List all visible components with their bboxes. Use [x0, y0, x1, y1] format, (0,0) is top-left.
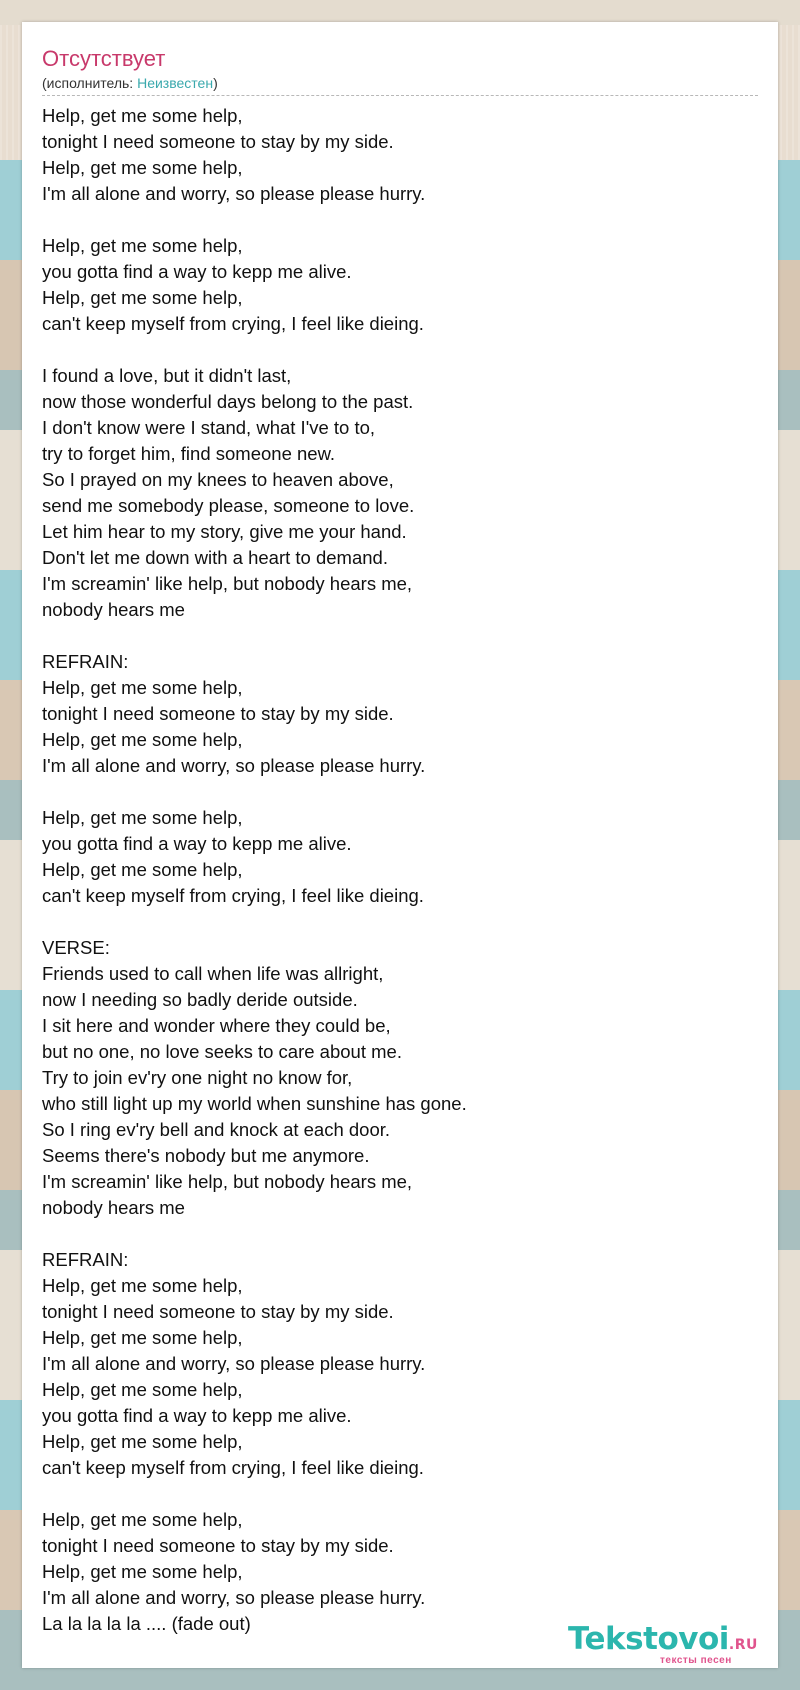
artist-line	[42, 74, 758, 92]
song-title: Отсутствует	[42, 46, 166, 71]
artist-suffix: )	[213, 75, 218, 91]
song-header	[42, 44, 758, 96]
lyrics-text: Help, get me some help, tonight I need someone to stay by my side. Help, get me some help, I'm all alone and worry, so please please hurry. Help, get me some help, you gotta find a way to kepp me alive. Help, get me some help, can't keep myself from crying, I feel like dieing. I found a love, but it didn't last, now those wonderful days belong to the past. I don't know were I stand, what I've to to, try to forget him, find someone new. So I prayed on my knees to heaven above, send me somebody please, someone to love. Let him hear to my story, give me your hand. Don't let me down with a heart to demand. I'm screamin' like help, but nobody hears me, nobody hears me REFRAIN: Help, get me some help, tonight I need someone to stay by my side. Help, get me some help, I'm all alone and worry, so please please hurry. Help, get me some help, you gotta find a way to kepp me alive. Help, get me some help, can't keep myself from crying, I feel like dieing. VERSE: Friends used to call when life was allright, now I needing so badly deride outside. I sit here and wonder where they could be, but no one, no love seeks to care about me. Try to join ev'ry one night no know for, who still light up my world when sunshine has gone. So I ring ev'ry bell and knock at each door. Seems there's nobody but me anymore. I'm screamin' like help, but nobody hears me, nobody hears me REFRAIN: Help, get me some help, tonight I need someone to stay by my side. Help, get me some help, I'm all alone and worry, so please please hurry. Help, get me some help, you gotta find a way to kepp me alive. Help, get me some help, can't keep myself from crying, I feel like dieing. Help, get me some help, tonight I need someone to stay by my side. Help, get me some help, I'm all alone and worry, so please please hurry. La la la la la .... (fade out)	[42, 105, 467, 1634]
logo-tagline: тексты песен	[660, 1655, 732, 1666]
logo-name: Tekstovoi	[568, 1621, 729, 1657]
artist-prefix: (исполнитель:	[42, 75, 138, 91]
logo-tld: .RU	[728, 1637, 758, 1653]
lyrics-card	[22, 22, 778, 1668]
artist-link[interactable]: Неизвестен	[137, 75, 214, 91]
site-logo[interactable]	[568, 1622, 768, 1672]
